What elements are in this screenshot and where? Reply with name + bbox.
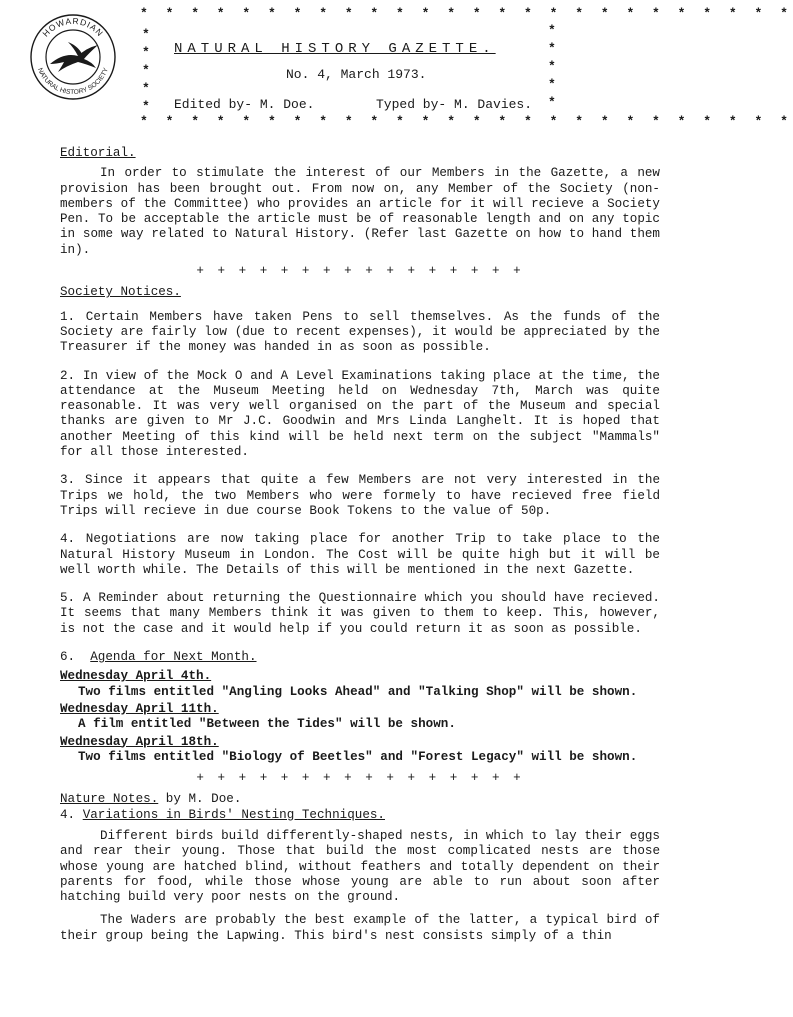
nature-notes-paragraph: The Waders are probably the best example of the latter, a typical bird of their group being the Lapwing. This bird's nest consists simply of a thin	[60, 913, 660, 943]
agenda-day: Wednesday April 18th.	[60, 734, 219, 749]
nature-notes-paragraph: Different birds build differently-shaped nests, in which to lay their eggs and rear their young. Those that build the most complicated nests are those whose young are hatched blind, without feathers and totally dependent on their parents for food, while those whose young are able to run about soon after hatching build very poor nests on the ground.	[60, 828, 660, 905]
editor-line: Edited by- M. Doe.	[174, 97, 315, 112]
masthead	[140, 6, 793, 130]
swallow-icon	[50, 42, 98, 72]
notice-item: 2. In view of the Mock O and A Level Examinations taking place at the time, the attendance at the Museum Meeting held on Wednesday 7th, March was quite reasonable. It was very well organised on the part of the Museum and special thanks are given to Mr J.C. Goodwin and Mrs Linda Langhelt. It is hoped that another Meeting of this kind will be held next term on the subject "Mammals" for all those interested.	[60, 368, 660, 460]
issue-line: No. 4, March 1973.	[286, 67, 427, 82]
editorial-text: In order to stimulate the interest of our Members in the Gazette, a new provision has been brought out. From now on, any Member of the Society (non-members of the Committee) who provides an article for it will recieve a Society Pen. To be acceptable the article must be of reasonable length and on any topic in some way related to Natural History. (Refer last Gazette on how to hand them in).	[60, 166, 660, 257]
agenda-event: Two films entitled "Angling Looks Ahead" and "Talking Shop" will be shown.	[78, 684, 638, 699]
society-seal-logo	[28, 12, 118, 102]
svg-text:HOWARDIAN: HOWARDIAN	[40, 15, 106, 39]
notice-item: 5. A Reminder about returning the Questionnaire which you should have recieved. It seems that many Members think it was given to them to keep. This, however, is not the case and it would help if you could return it as soon as possible.	[60, 591, 660, 636]
agenda-heading: Agenda for Next Month.	[90, 650, 257, 665]
typist-line: Typed by- M. Davies.	[376, 97, 533, 112]
notice-item: 4. Negotiations are now taking place for another Trip to take place to the Natural History Museum in London. The Cost will be quite high but it will be well worth while. The Details of this will be mentioned in the next Gazette.	[60, 532, 660, 577]
star-border-left: * * * * *	[142, 27, 150, 114]
agenda-event: Two films entitled "Biology of Beetles" and "Forest Legacy" will be shown.	[78, 749, 638, 764]
agenda-title	[60, 650, 660, 665]
nature-notes-title	[60, 792, 660, 807]
editorial-heading: Editorial.	[60, 146, 136, 160]
nature-notes-heading: Nature Notes.	[60, 792, 159, 807]
notices-heading: Society Notices.	[60, 285, 181, 300]
agenda-day: Wednesday April 11th.	[60, 701, 219, 716]
nature-notes-subtitle	[60, 808, 660, 823]
separator: + + + + + + + + + + + + + + + +	[196, 771, 524, 786]
gazette-body	[60, 146, 660, 944]
star-border-top: * * * * * * * * * * * * * * * * * * * * * * * * * *	[140, 6, 793, 21]
notice-item: 1. Certain Members have taken Pens to sell themselves. As the funds of the Society are fairly low (due to recent expenses), it would be appreciated by the Treasurer if the money was handed in as soon as possible.	[60, 309, 660, 355]
nature-notes-byline: by M. Doe.	[158, 792, 242, 807]
star-border-right: * * * * *	[548, 23, 556, 110]
star-border-bottom: * * * * * * * * * * * * * * * * * * * * * * * * * *	[140, 114, 793, 129]
nature-notes-number: 4.	[60, 807, 76, 822]
nature-notes-subheading: Variations in Birds' Nesting Techniques.	[82, 807, 385, 822]
gazette-title: NATURAL HISTORY GAZETTE.	[174, 41, 496, 57]
svg-text:NATURAL HISTORY SOCIETY: NATURAL HISTORY SOCIETY	[36, 67, 110, 97]
notice-item: 3. Since it appears that quite a few Members are not very interested in the Trips we hold, the two Members who were formely to have recieved free field Trips will recieve in due course Book Tokens to the value of 50p.	[60, 473, 660, 518]
agenda-event: A film entitled "Between the Tides" will be shown.	[78, 717, 456, 732]
separator: + + + + + + + + + + + + + + + +	[196, 264, 524, 279]
agenda-number: 6.	[60, 650, 76, 665]
agenda-day: Wednesday April 4th.	[60, 669, 212, 684]
